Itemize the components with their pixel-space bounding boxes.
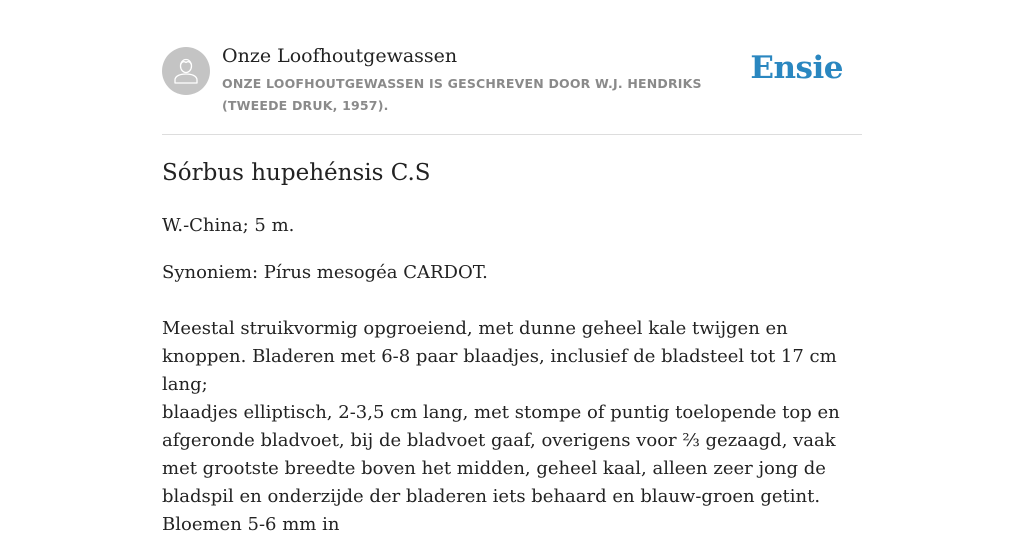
ensie-logo[interactable]: Ensie [750,50,843,86]
book-header [162,0,862,135]
page-container [162,0,862,535]
entry-paragraph-origin: W.-China; 5 m. [162,215,295,236]
entry-title: Sórbus hupehénsis C.S [162,160,431,186]
entry-paragraph-synonym: Synoniem: Pírus mesogéa CARDOT. [162,262,488,283]
entry-paragraph-habit: Meestal struikvormig opgroeiend, met dunne geheel kale twijgen en knoppen. Bladeren met 6-8 paar blaadjes, inclusief de bladsteel tot 17 cm lang; [162,318,837,395]
book-title[interactable]: Onze Loofhoutgewassen [222,45,458,67]
book-description: ONZE LOOFHOUTGEWASSEN IS GESCHREVEN DOOR W.J. HENDRIKS (TWEEDE DRUK, 1957). [222,76,702,113]
entry-paragraph-leaflets: blaadjes elliptisch, 2-3,5 cm lang, met stompe of puntig toelopende top en afgeronde bladvoet, bij de bladvoet gaaf, overigens voor ⅔ gezaagd, vaak met grootste breedte boven het midden, geheel kaal, alleen zeer jong de bladspil en onderzijde der bladeren iets behaard en blauw-groen getint. Bloemen 5-6 mm in [162,402,840,535]
user-avatar-icon[interactable] [162,47,210,95]
